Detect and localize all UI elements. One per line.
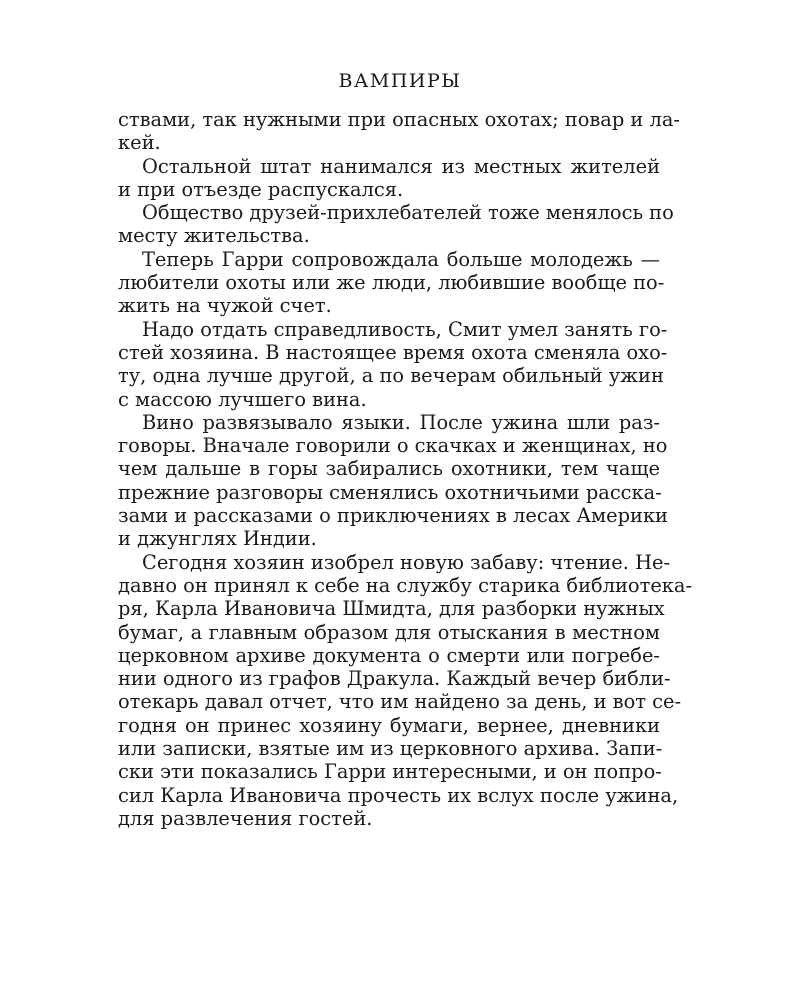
text-line: зами и рассказами о приключениях в лесах Америки: [118, 504, 668, 528]
text-line: ря, Карла Ивановича Шмидта, для разборки нужных: [118, 597, 665, 621]
text-line: Надо отдать справедливость, Смит умел занять го-: [142, 317, 668, 341]
text-line: ствами, так нужными при опасных охотах; повар и ла-: [118, 108, 680, 131]
text-line: Общество друзей-прихлебателей тоже менялось по: [142, 201, 674, 225]
text-line: жить на чужой счет.: [118, 294, 332, 318]
text-line: отекарь давал отчет, что им найдено за день, и вот се-: [118, 690, 682, 714]
text-line: прежние разговоры сменялись охотничьими расска-: [118, 480, 662, 504]
text-line: Вино развязывало языки. После ужина шли раз-: [142, 410, 660, 434]
text-line: церковном архиве документа о смерти или погребе-: [118, 643, 660, 667]
text-line: чем дальше в горы забирались охотники, тем чаще: [118, 457, 660, 481]
text-line: или записки, взятые им из церковного архива. Запи-: [118, 737, 663, 761]
text-line: и джунглях Индии.: [118, 527, 317, 551]
text-line: любители охоты или же люди, любившие вообще по-: [118, 271, 665, 295]
text-line: и при отъезде распускался.: [118, 177, 404, 201]
running-head-title: ВАМПИРЫ: [338, 70, 462, 92]
text-line: годня он принес хозяину бумаги, вернее, дневники: [118, 713, 660, 737]
text-line: говоры. Вначале говорили о скачках и женщинах, но: [118, 434, 668, 458]
text-line: для развлечения гостей.: [118, 806, 373, 830]
text-line: кей.: [118, 131, 161, 155]
text-line: нии одного из графов Дракула. Каждый вечер библи-: [118, 667, 671, 691]
body-text: [118, 108, 693, 830]
text-line: давно он принял к себе на службу старика библиотека-: [118, 573, 693, 597]
text-line: ски эти показались Гарри интересными, и он попро-: [118, 760, 662, 784]
text-line: бумаг, а главным образом для отыскания в местном: [118, 620, 660, 644]
text-line: ту, одна лучше другой, а по вечерам обильный ужин: [118, 364, 664, 388]
text-line: с массою лучшего вина.: [118, 387, 367, 411]
text-line: стей хозяина. В настоящее время охота сменяла охо-: [118, 340, 668, 364]
text-line: месту жительства.: [118, 224, 310, 248]
text-line: Сегодня хозяин изобрел новую забаву: чтение. Не-: [142, 550, 671, 574]
text-line: Теперь Гарри сопровождала больше молодежь —: [142, 247, 660, 271]
text-line: Остальной штат нанимался из местных жителей: [142, 154, 660, 178]
text-line: сил Карла Ивановича прочесть их вслух после ужина,: [118, 783, 679, 807]
